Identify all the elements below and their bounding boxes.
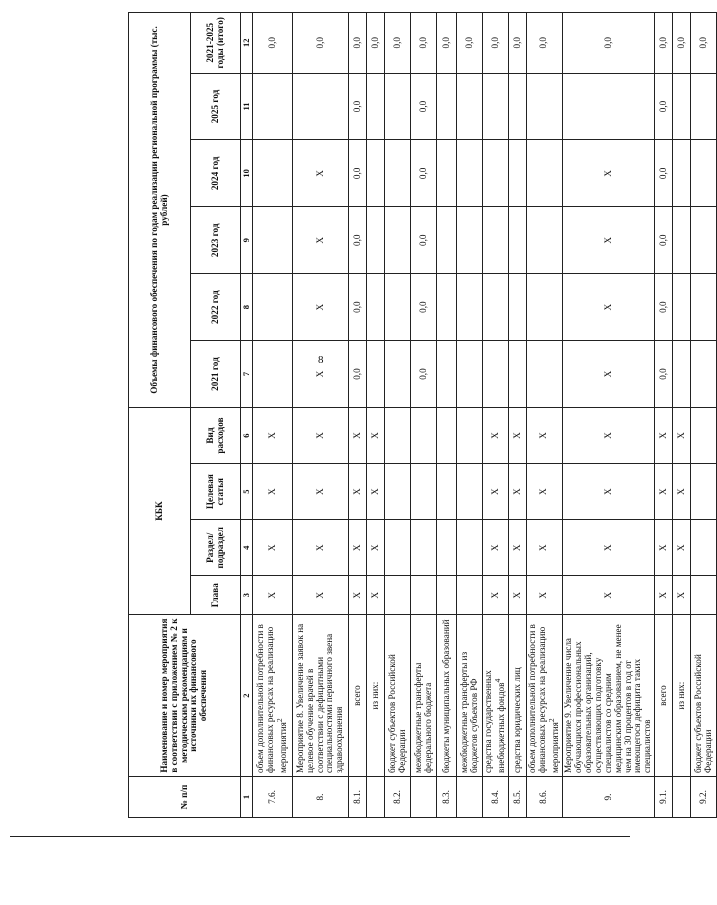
kbk-cell: Х	[509, 464, 527, 520]
kbk-cell: Х	[509, 407, 527, 463]
year-value-cell	[483, 73, 509, 140]
kbk-cell: Х	[349, 407, 367, 463]
year-value-cell: 0,0	[349, 341, 367, 408]
header-num: № п/п	[129, 777, 241, 818]
kbk-cell	[457, 576, 483, 615]
total-value-cell: 0,0	[527, 13, 563, 74]
kbk-cell	[437, 520, 457, 576]
kbk-cell	[385, 520, 411, 576]
header-year-2022: 2022 год	[191, 274, 241, 341]
table-row	[509, 13, 527, 818]
kbk-cell	[691, 407, 717, 463]
kbk-cell	[385, 464, 411, 520]
col-number: 2	[241, 615, 253, 777]
row-number: 8.5.	[509, 777, 527, 818]
kbk-cell: Х	[253, 464, 293, 520]
year-value-cell: 0,0	[655, 341, 673, 408]
row-name	[411, 615, 437, 777]
kbk-cell: Х	[562, 520, 654, 576]
kbk-cell	[437, 576, 457, 615]
year-value-cell	[509, 274, 527, 341]
year-value-cell	[253, 274, 293, 341]
row-name-text: средства юридических лиц	[511, 667, 522, 773]
table-row	[483, 13, 509, 818]
kbk-cell: Х	[349, 520, 367, 576]
table-row	[527, 13, 563, 818]
header-kbk-vid: Вид расходов	[191, 407, 241, 463]
col-number: 3	[241, 576, 253, 615]
kbk-cell	[411, 407, 437, 463]
col-number: 5	[241, 464, 253, 520]
rotated-table-container	[128, 12, 713, 818]
col-number: 4	[241, 520, 253, 576]
table-row	[457, 13, 483, 818]
row-name-text: средства государственных внебюджетных фондов	[483, 670, 507, 773]
table-body	[253, 13, 717, 818]
col-number: 11	[241, 73, 253, 140]
year-value-cell	[691, 140, 717, 207]
kbk-cell: Х	[673, 520, 691, 576]
kbk-cell	[691, 464, 717, 520]
kbk-cell	[437, 407, 457, 463]
year-value-cell: 0,0	[655, 274, 673, 341]
page-number: 8	[318, 354, 324, 366]
header-funding: Объемы финансового обеспечения по годам реализации региональной программы (тыс. рублей)	[129, 13, 191, 408]
kbk-cell	[385, 576, 411, 615]
year-value-cell	[385, 140, 411, 207]
financing-table	[128, 12, 717, 818]
row-name	[457, 615, 483, 777]
year-value-cell: Х	[293, 140, 349, 207]
row-name-text: объем дополнительной потребности в финансовых ресурсах на реализацию мероприятия	[255, 624, 288, 773]
row-name	[385, 615, 411, 777]
year-value-cell	[527, 140, 563, 207]
row-number: 8.4.	[483, 777, 509, 818]
year-value-cell	[483, 341, 509, 408]
year-value-cell: Х	[293, 207, 349, 274]
kbk-cell: Х	[527, 576, 563, 615]
kbk-cell: Х	[673, 407, 691, 463]
year-value-cell	[367, 73, 385, 140]
row-number	[673, 777, 691, 818]
year-value-cell	[673, 341, 691, 408]
row-name	[655, 615, 673, 777]
kbk-cell: Х	[655, 407, 673, 463]
kbk-cell: Х	[349, 576, 367, 615]
year-value-cell: Х	[562, 341, 654, 408]
footer-rule	[10, 836, 630, 837]
year-value-cell	[483, 274, 509, 341]
year-value-cell	[457, 73, 483, 140]
year-value-cell	[385, 73, 411, 140]
year-value-cell	[673, 73, 691, 140]
year-value-cell	[673, 274, 691, 341]
kbk-cell	[457, 464, 483, 520]
total-value-cell: 0,0	[293, 13, 349, 74]
kbk-cell: Х	[655, 520, 673, 576]
row-name	[483, 615, 509, 777]
kbk-cell: Х	[367, 407, 385, 463]
table-row	[437, 13, 457, 818]
row-name-text: всего	[351, 685, 362, 706]
kbk-cell: Х	[367, 464, 385, 520]
year-value-cell	[527, 73, 563, 140]
year-value-cell	[253, 341, 293, 408]
row-number: 7.6.	[253, 777, 293, 818]
total-value-cell: 0,0	[509, 13, 527, 74]
kbk-cell: Х	[483, 520, 509, 576]
table-row	[349, 13, 367, 818]
table-row	[253, 13, 293, 818]
total-value-cell: 0,0	[655, 13, 673, 74]
table-row	[385, 13, 411, 818]
row-name-text: межбюджетные трансферты федерального бюджета	[412, 662, 433, 773]
kbk-cell: Х	[562, 464, 654, 520]
total-value-cell: 0,0	[691, 13, 717, 74]
year-value-cell: Х	[293, 274, 349, 341]
row-name-text: бюджеты муниципальных образований	[440, 619, 451, 773]
year-value-cell: 0,0	[349, 73, 367, 140]
col-number: 10	[241, 140, 253, 207]
header-kbk-glava: Глава	[191, 576, 241, 615]
year-value-cell	[673, 207, 691, 274]
row-name	[293, 615, 349, 777]
row-name	[349, 615, 367, 777]
row-number: 8.6.	[527, 777, 563, 818]
year-value-cell	[483, 207, 509, 274]
year-value-cell	[509, 140, 527, 207]
row-number: 8.	[293, 777, 349, 818]
year-value-cell: Х	[293, 341, 349, 408]
total-value-cell: 0,0	[483, 13, 509, 74]
year-value-cell	[437, 140, 457, 207]
kbk-cell: Х	[483, 576, 509, 615]
kbk-cell: Х	[527, 407, 563, 463]
year-value-cell	[527, 341, 563, 408]
year-value-cell: 0,0	[655, 73, 673, 140]
year-value-cell	[691, 274, 717, 341]
row-name-text: объем дополнительной потребности в финансовых ресурсах на реализацию мероприятия	[527, 624, 560, 773]
kbk-cell: Х	[527, 464, 563, 520]
footnote-mark: 2	[274, 718, 284, 723]
header-year-2023: 2023 год	[191, 207, 241, 274]
year-value-cell	[691, 73, 717, 140]
kbk-cell: Х	[655, 464, 673, 520]
kbk-cell	[411, 520, 437, 576]
year-value-cell: 0,0	[655, 140, 673, 207]
row-number	[457, 777, 483, 818]
year-value-cell	[527, 274, 563, 341]
kbk-cell: Х	[293, 407, 349, 463]
row-name-text: межбюджетные трансферты из бюджетов субъектов РФ	[458, 651, 479, 773]
table-row	[562, 13, 654, 818]
row-name	[367, 615, 385, 777]
col-number: 6	[241, 407, 253, 463]
kbk-cell: Х	[509, 520, 527, 576]
table-row	[367, 13, 385, 818]
kbk-cell: Х	[483, 407, 509, 463]
table-row	[411, 13, 437, 818]
row-name	[691, 615, 717, 777]
kbk-cell: Х	[253, 407, 293, 463]
col-number: 7	[241, 341, 253, 408]
year-value-cell	[691, 341, 717, 408]
year-value-cell	[437, 207, 457, 274]
row-number	[367, 777, 385, 818]
year-value-cell	[509, 73, 527, 140]
row-number: 8.1.	[349, 777, 367, 818]
year-value-cell	[509, 341, 527, 408]
year-value-cell	[293, 73, 349, 140]
year-value-cell	[253, 140, 293, 207]
total-value-cell: 0,0	[349, 13, 367, 74]
kbk-cell	[691, 520, 717, 576]
row-number	[411, 777, 437, 818]
kbk-cell: Х	[293, 576, 349, 615]
kbk-cell	[411, 576, 437, 615]
footnote-mark: 2	[546, 718, 556, 723]
row-name-text: из них:	[369, 681, 380, 710]
row-number: 9.	[562, 777, 654, 818]
total-value-cell: 0,0	[673, 13, 691, 74]
row-name-text: бюджет субъектов Российской Федерации	[692, 654, 713, 773]
col-number: 12	[241, 13, 253, 74]
year-value-cell	[367, 274, 385, 341]
year-value-cell	[483, 140, 509, 207]
kbk-cell: Х	[562, 576, 654, 615]
kbk-cell: Х	[367, 520, 385, 576]
year-value-cell	[437, 341, 457, 408]
table-row	[293, 13, 349, 818]
year-value-cell	[385, 341, 411, 408]
total-value-cell: 0,0	[385, 13, 411, 74]
year-value-cell: Х	[562, 274, 654, 341]
year-value-cell: 0,0	[411, 140, 437, 207]
col-number: 9	[241, 207, 253, 274]
row-name-text: из них:	[675, 681, 686, 710]
header-kbk-statya: Целевая статья	[191, 464, 241, 520]
year-value-cell	[385, 207, 411, 274]
row-name-text: бюджет субъектов Российской Федерации	[386, 654, 407, 773]
table-row	[673, 13, 691, 818]
year-value-cell	[437, 274, 457, 341]
header-kbk: КБК	[129, 407, 191, 614]
year-value-cell	[367, 140, 385, 207]
total-value-cell: 0,0	[457, 13, 483, 74]
kbk-cell	[385, 407, 411, 463]
col-number: 1	[241, 777, 253, 818]
header-year-2025: 2025 год	[191, 73, 241, 140]
kbk-cell	[457, 407, 483, 463]
row-number: 9.2.	[691, 777, 717, 818]
year-value-cell: 0,0	[349, 207, 367, 274]
year-value-cell: 0,0	[349, 140, 367, 207]
kbk-cell: Х	[253, 576, 293, 615]
year-value-cell	[253, 73, 293, 140]
kbk-cell: Х	[655, 576, 673, 615]
kbk-cell: Х	[673, 576, 691, 615]
total-value-cell: 0,0	[411, 13, 437, 74]
year-value-cell	[457, 341, 483, 408]
total-value-cell: 0,0	[437, 13, 457, 74]
year-value-cell: 0,0	[411, 274, 437, 341]
column-number-row	[241, 13, 253, 818]
table-row	[691, 13, 717, 818]
row-number: 9.1.	[655, 777, 673, 818]
year-value-cell: Х	[562, 140, 654, 207]
year-value-cell	[509, 207, 527, 274]
year-value-cell: 0,0	[411, 341, 437, 408]
year-value-cell	[457, 274, 483, 341]
row-name-text: Мероприятие 9. Увеличение числа обучающихся профессиональных образовательных организаций, осуществляющих подготовку специалистов со средним медицинским образованием, не менее чем на 30 процентов в год от имеющегося дефицита таких специалистов	[562, 624, 653, 773]
row-name	[562, 615, 654, 777]
kbk-cell: Х	[293, 464, 349, 520]
row-name	[673, 615, 691, 777]
year-value-cell	[253, 207, 293, 274]
header-year-total: 2021-2025 годы (итого)	[191, 13, 241, 74]
kbk-cell	[457, 520, 483, 576]
total-value-cell: 0,0	[253, 13, 293, 74]
kbk-cell: Х	[673, 464, 691, 520]
kbk-cell: Х	[367, 576, 385, 615]
row-name	[437, 615, 457, 777]
row-number: 8.3.	[437, 777, 457, 818]
year-value-cell	[691, 207, 717, 274]
kbk-cell	[691, 576, 717, 615]
kbk-cell: Х	[253, 520, 293, 576]
kbk-cell: Х	[509, 576, 527, 615]
year-value-cell	[562, 73, 654, 140]
col-number: 8	[241, 274, 253, 341]
year-value-cell: Х	[562, 207, 654, 274]
footnote-mark: 4	[492, 678, 502, 683]
total-value-cell: 0,0	[367, 13, 385, 74]
header-year-2024: 2024 год	[191, 140, 241, 207]
row-name-text: Мероприятие 8. Увеличение заявок на целевое обучение врачей в соответствии с дефицитными специальностями первичного звена здравоохранения	[294, 623, 345, 773]
year-value-cell	[437, 73, 457, 140]
table-row	[655, 13, 673, 818]
year-value-cell	[385, 274, 411, 341]
row-name	[509, 615, 527, 777]
header-name: Наименование и номер мероприятия в соответствии с приложением № 2 к методическим рекомендациям и источники их финансового обеспечения	[129, 615, 241, 777]
kbk-cell: Х	[293, 520, 349, 576]
year-value-cell	[673, 140, 691, 207]
row-name-text: всего	[657, 685, 668, 706]
header-kbk-razdel: Раздел/ подраздел	[191, 520, 241, 576]
row-number: 8.2.	[385, 777, 411, 818]
header-year-2021: 2021 год	[191, 341, 241, 408]
total-value-cell: 0,0	[562, 13, 654, 74]
year-value-cell	[367, 207, 385, 274]
row-name	[527, 615, 563, 777]
kbk-cell: Х	[527, 520, 563, 576]
row-name	[253, 615, 293, 777]
year-value-cell	[367, 341, 385, 408]
year-value-cell	[457, 140, 483, 207]
year-value-cell: 0,0	[349, 274, 367, 341]
kbk-cell: Х	[562, 407, 654, 463]
kbk-cell	[437, 464, 457, 520]
kbk-cell: Х	[483, 464, 509, 520]
year-value-cell: 0,0	[411, 73, 437, 140]
kbk-cell: Х	[349, 464, 367, 520]
year-value-cell: 0,0	[411, 207, 437, 274]
kbk-cell	[411, 464, 437, 520]
year-value-cell	[457, 207, 483, 274]
year-value-cell: 0,0	[655, 207, 673, 274]
year-value-cell	[527, 207, 563, 274]
